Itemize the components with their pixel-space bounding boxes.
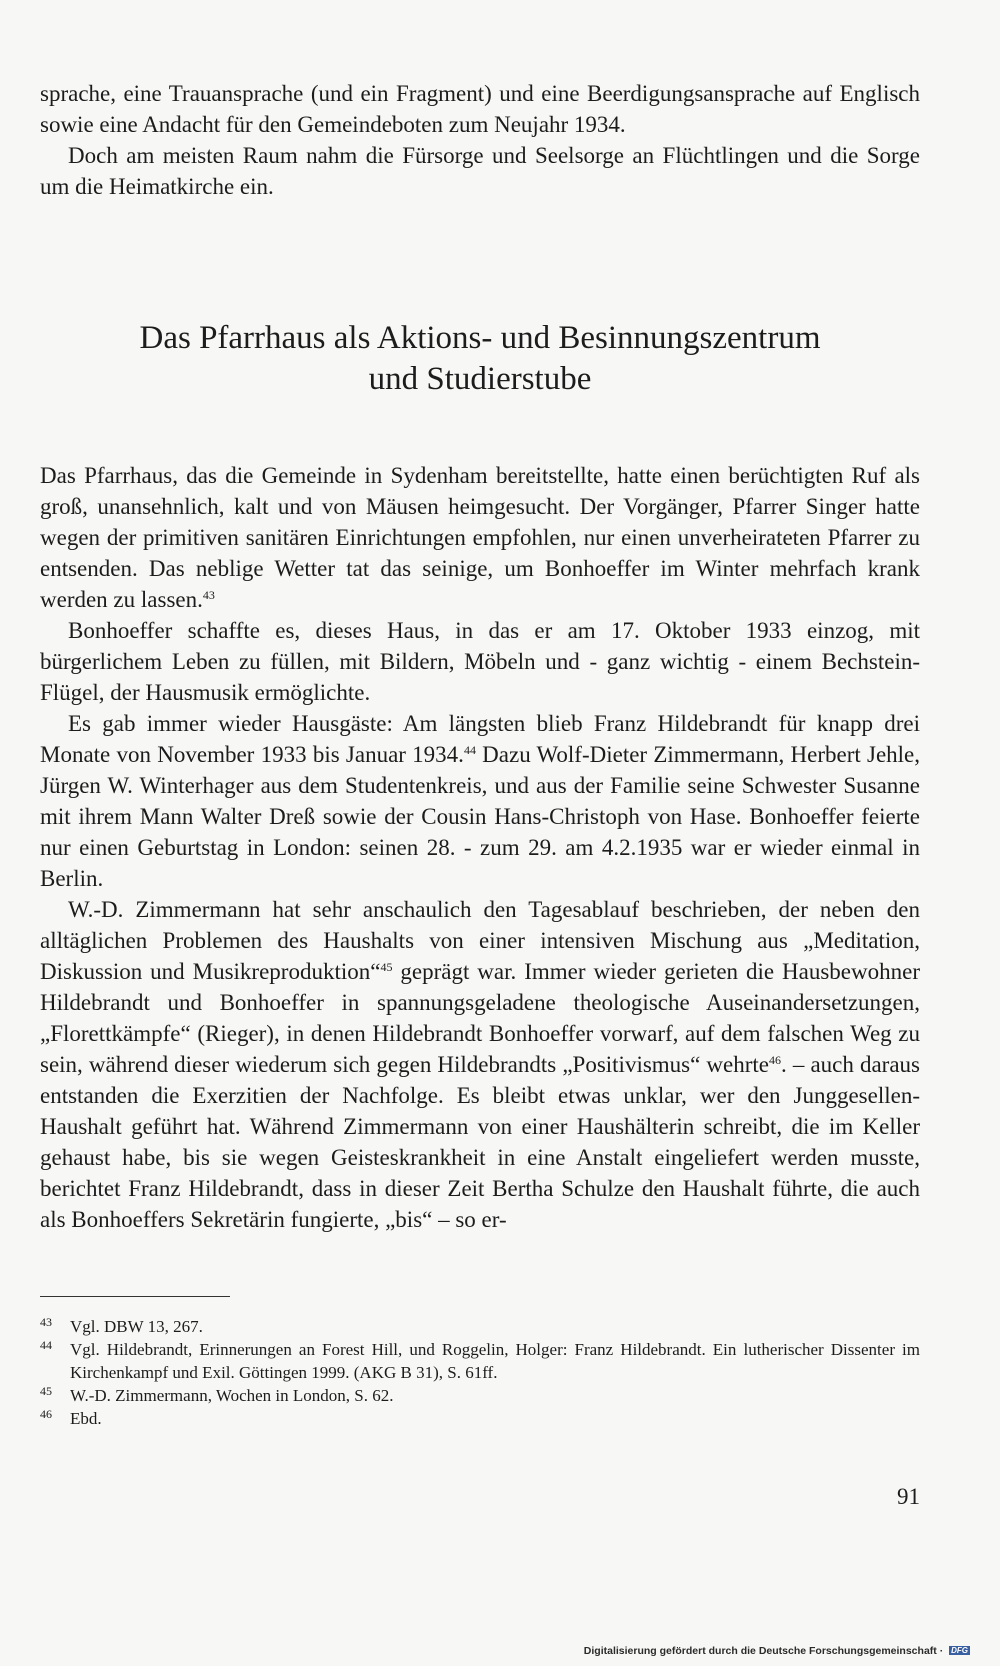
footnotes	[40, 1315, 920, 1430]
footnote-number: 45	[40, 1384, 52, 1398]
body-paragraph-4	[40, 894, 920, 1235]
section-heading-line-1: Das Pfarrhaus als Aktions- und Besinnungszentrum	[139, 320, 821, 356]
footnote-ref-44: 44	[463, 743, 476, 757]
footnote-text: Vgl. DBW 13, 267.	[70, 1317, 203, 1336]
body-paragraph-4-text-b: geprägt war. Immer wieder gerieten die Hausbewohner Hildebrandt und Bonhoeffer in spannungsgeladene theologische Auseinandersetzungen, „Florettkämpfe“ (Rieger), in denen Hildebrandt Bonhoeffer vorwarf, auf dem falschen Weg zu sein, während dieser wiederum sich gegen Hildebrandts „Positivismus“ wehrte	[40, 959, 920, 1077]
body-text	[40, 460, 920, 1235]
footnote-43	[40, 1315, 920, 1338]
body-paragraph-3	[40, 708, 920, 894]
page-number: 91	[897, 1484, 920, 1509]
body-paragraph-1	[40, 460, 920, 615]
dfg-logo: DFG	[951, 1646, 968, 1655]
footnote-ref-43: 43	[202, 588, 215, 602]
footnote-ref-46: 46	[769, 1053, 782, 1067]
body-paragraph-3-text-b: Dazu Wolf-Dieter Zimmermann, Herbert Jehle, Jürgen W. Winterhager aus dem Studentenkreis, und aus der Familie seine Schwester Susanne mit ihrem Mann Walter Dreß sowie der Cousin Hans-Christoph von Hase. Bonhoeffer feierte nur einen Geburtstag in London: seinen 28. - zum 29. am 4.2.1935 war er wieder einmal in Berlin.	[40, 742, 920, 891]
footnote-number: 46	[40, 1407, 52, 1421]
footnote-number: 44	[40, 1338, 52, 1352]
footnote-text: Vgl. Hildebrandt, Erinnerungen an Forest Hill, und Roggelin, Holger: Franz Hildebrandt. Ein lutherischer Dissenter im Kirchenkampf und Exil. Göttingen 1999. (AKG B 31), S. 61ff.	[70, 1340, 920, 1382]
footnote-divider	[40, 1296, 230, 1297]
footnote-text: W.-D. Zimmermann, Wochen in London, S. 62.	[70, 1386, 394, 1405]
footnote-45	[40, 1384, 920, 1407]
footnote-44	[40, 1338, 920, 1384]
footnote-46	[40, 1407, 920, 1430]
body-paragraph-4-text-c: . – auch daraus entstanden die Exerzitien der Nachfolge. Es bleibt etwas unklar, wer den Junggesellen-Haushalt geführt hat. Während Zimmermann von einer Haushälterin schreibt, die im Keller gehaust habe, bis sie wegen Geisteskrankheit in eine Anstalt eingeliefert werden musste, berichtet Franz Hildebrandt, dass in dieser Zeit Bertha Schulze den Haushalt führte, die auch als Bonhoeffers Sekretärin fungierte, „bis“ – so er-	[40, 1052, 920, 1232]
footnote-ref-45: 45	[380, 960, 393, 974]
body-paragraph-3-text-a: Es gab immer wieder Hausgäste: Am längsten blieb Franz Hildebrandt für knapp drei Monate von November 1933 bis Januar 1934.	[40, 711, 920, 767]
footnote-number: 43	[40, 1315, 52, 1329]
body-paragraph-4-text-a: W.-D. Zimmermann hat sehr anschaulich den Tagesablauf beschrieben, der neben den alltäglichen Problemen des Haushalts von einer intensiven Mischung aus „Meditation, Diskussion und Musikreproduktion“	[40, 897, 920, 984]
body-paragraph-1-text: Das Pfarrhaus, das die Gemeinde in Sydenham bereitstellte, hatte einen berüchtigten Ruf als groß, unansehnlich, kalt und von Mäusen heimgesucht. Der Vorgänger, Pfarrer Singer hatte wegen der primitiven sanitären Einrichtungen empfohlen, nur einen unverheirateten Pfarrer zu entsenden. Das neblige Wetter tat das seinige, um Bonhoeffer im Winter mehrfach krank werden zu lassen.	[40, 463, 920, 612]
section-heading	[0, 318, 960, 400]
digitization-note	[584, 1645, 970, 1657]
section-heading-line-2: und Studierstube	[368, 361, 592, 397]
body-paragraph-2: Bonhoeffer schaffte es, dieses Haus, in das er am 17. Oktober 1933 einzog, mit bürgerlichem Leben zu füllen, mit Bildern, Möbeln und - ganz wichtig - einem Bechstein-Flügel, der Hausmusik ermöglichte.	[40, 618, 920, 705]
intro-text	[40, 78, 920, 202]
digitization-note-text: Digitalisierung gefördert durch die Deutsche Forschungsgemeinschaft ·	[583, 1645, 944, 1657]
intro-paragraph-1: sprache, eine Trauansprache (und ein Fragment) und eine Beerdigungsansprache auf Englisch sowie eine Andacht für den Gemeindeboten zum Neujahr 1934.	[40, 81, 920, 137]
intro-paragraph-2: Doch am meisten Raum nahm die Fürsorge und Seelsorge an Flüchtlingen und die Sorge um die Heimatkirche ein.	[40, 143, 920, 199]
footnote-text: Ebd.	[70, 1409, 102, 1428]
